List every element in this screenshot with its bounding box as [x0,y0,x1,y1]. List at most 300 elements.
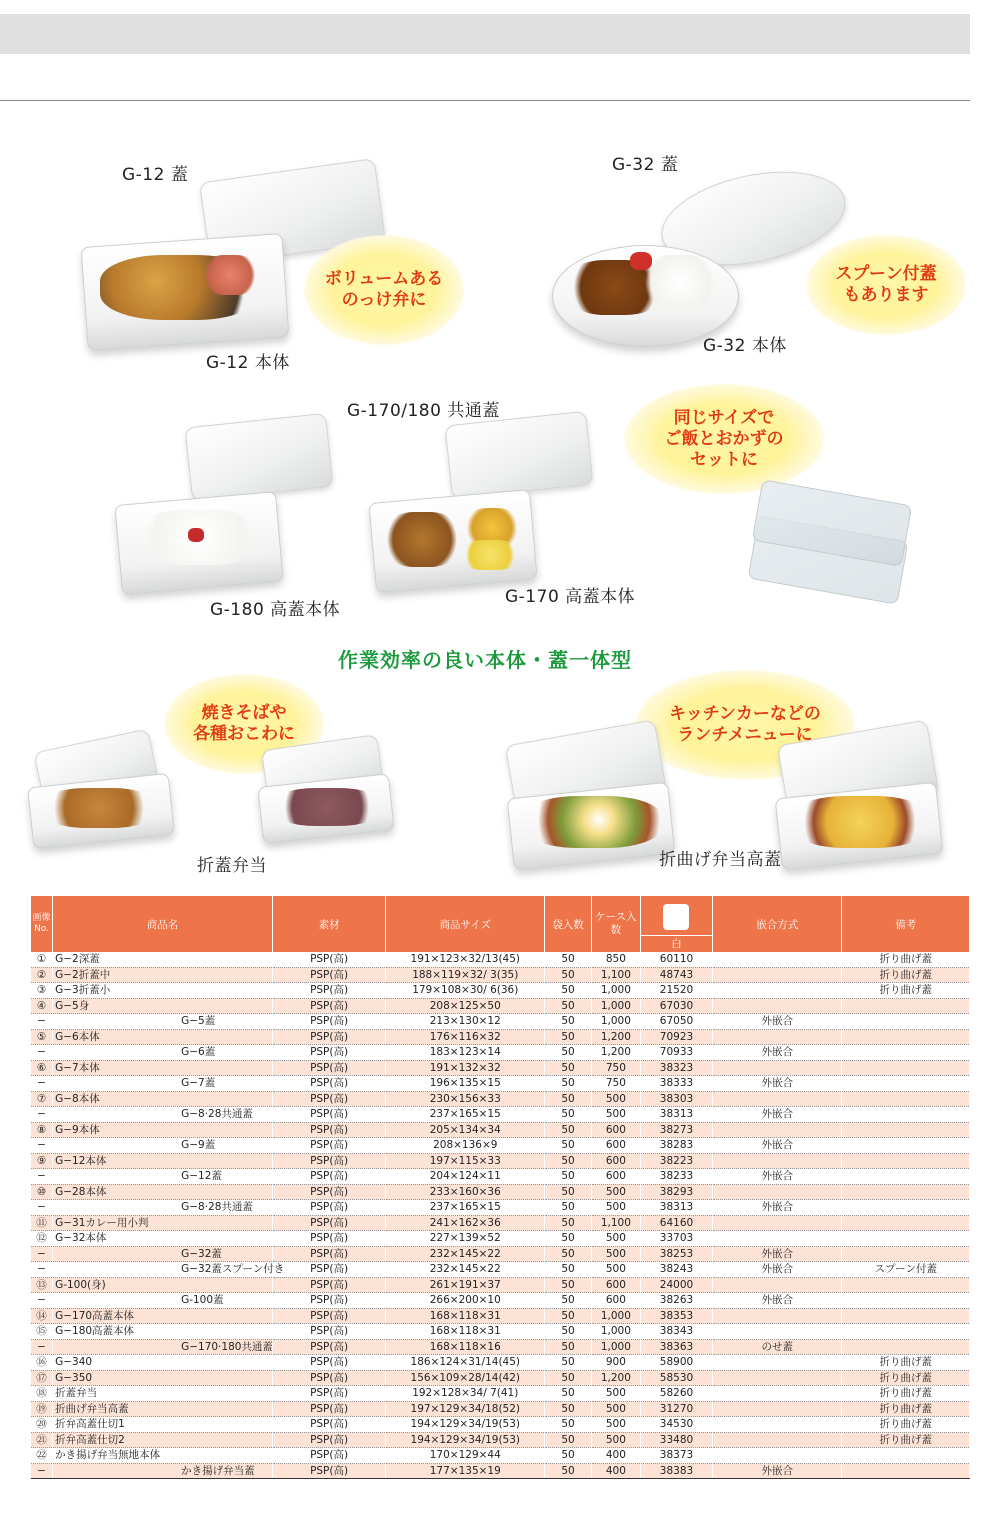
cell-name: G−350 [53,1370,273,1386]
cell-case: 500 [591,1107,640,1123]
cell-material: PSP(高) [273,1293,386,1309]
cell-bag: 50 [545,1045,591,1061]
cell-size: 192×128×34/ 7(41) [386,1386,545,1402]
cell-bag: 50 [545,1029,591,1045]
cell-note [842,998,970,1014]
cell-code: 34530 [641,1417,713,1433]
g32-body-label: G-32 本体 [703,336,787,356]
cell-code: 38273 [641,1122,713,1138]
cell-name: G-100蓋 [53,1293,273,1309]
cell-note [842,1324,970,1340]
orimage-label: 折曲げ弁当高蓋 [659,850,782,870]
cell-code: 38363 [641,1339,713,1355]
cell-name: G−8·28共通蓋 [53,1200,273,1216]
cell-code: 38383 [641,1463,713,1479]
cell-size: 191×123×32/13(45) [386,952,545,967]
cell-note [842,1277,970,1293]
cell-fit [712,1029,842,1045]
table-row [31,1370,970,1386]
cell-no: − [31,1339,53,1355]
cell-material: PSP(高) [273,983,386,999]
cell-code: 38313 [641,1107,713,1123]
cell-size: 196×135×15 [386,1076,545,1092]
g180-body-label: G-180 高蓋本体 [210,600,341,620]
cell-fit: 外嵌合 [712,1463,842,1479]
cell-fit [712,998,842,1014]
cell-material: PSP(高) [273,1463,386,1479]
table-row [31,1231,970,1247]
product-table [31,896,970,1479]
table-row [31,1076,970,1092]
cell-case: 600 [591,1122,640,1138]
cell-note [842,1231,970,1247]
cell-bag: 50 [545,1122,591,1138]
cell-case: 1,200 [591,1029,640,1045]
cell-bag: 50 [545,1324,591,1340]
g12-body-label: G-12 本体 [206,353,290,373]
cell-case: 850 [591,952,640,967]
cell-size: 183×123×14 [386,1045,545,1061]
cell-code: 58530 [641,1370,713,1386]
cell-size: 176×116×32 [386,1029,545,1045]
table-row [31,1463,970,1479]
cell-code: 38353 [641,1308,713,1324]
cell-material: PSP(高) [273,1262,386,1278]
cell-code: 31270 [641,1401,713,1417]
cell-name: 折曲げ弁当高蓋 [53,1401,273,1417]
cell-size: 194×129×34/19(53) [386,1432,545,1448]
cell-case: 500 [591,1386,640,1402]
cell-no: − [31,1200,53,1216]
cell-material: PSP(高) [273,1153,386,1169]
cell-fit [712,983,842,999]
cell-bag: 50 [545,1308,591,1324]
cell-name: 折弁高蓋仕切2 [53,1432,273,1448]
cell-size: 168×118×31 [386,1324,545,1340]
cell-code: 64160 [641,1215,713,1231]
cell-code: 38303 [641,1091,713,1107]
cell-code: 38343 [641,1324,713,1340]
cell-material: PSP(高) [273,1184,386,1200]
cell-code: 60110 [641,952,713,967]
cell-fit: 外嵌合 [712,1045,842,1061]
cell-bag: 50 [545,1463,591,1479]
cell-material: PSP(高) [273,1169,386,1185]
cell-size: 156×109×28/14(42) [386,1370,545,1386]
cell-no: − [31,1107,53,1123]
table-row [31,967,970,983]
table-row [31,1138,970,1154]
bubble-yakisoba: 焼きそばや 各種おこわに [164,674,324,774]
header-material: 素材 [273,896,386,952]
cell-material: PSP(高) [273,1231,386,1247]
cell-code: 33480 [641,1432,713,1448]
cell-name: G−5蓋 [53,1014,273,1030]
cell-bag: 50 [545,1076,591,1092]
cell-case: 1,100 [591,1215,640,1231]
cell-case: 500 [591,1262,640,1278]
bubble-volume: ボリュームある のっけ弁に [304,235,464,345]
bubble-spoon: スプーン付蓋 もあります [806,235,966,335]
cell-size: 241×162×36 [386,1215,545,1231]
cell-name: G−28本体 [53,1184,273,1200]
cell-bag: 50 [545,1060,591,1076]
cell-code: 38283 [641,1138,713,1154]
cell-fit: 外嵌合 [712,1014,842,1030]
cell-no: ⑯ [31,1355,53,1371]
cell-name: G−32蓋 [53,1246,273,1262]
cell-name: G−2折蓋中 [53,967,273,983]
cell-case: 500 [591,1401,640,1417]
cell-bag: 50 [545,1215,591,1231]
cell-fit [712,1215,842,1231]
cell-fit [712,1370,842,1386]
cell-fit [712,1231,842,1247]
cell-case: 1,000 [591,1308,640,1324]
cell-fit: 外嵌合 [712,1107,842,1123]
cell-case: 500 [591,1184,640,1200]
cell-case: 1,200 [591,1045,640,1061]
cell-material: PSP(高) [273,1324,386,1340]
cell-case: 750 [591,1076,640,1092]
cell-note [842,1153,970,1169]
table-body [31,952,970,1479]
cell-note [842,1060,970,1076]
cell-no: ② [31,967,53,983]
cell-note [842,1308,970,1324]
cell-fit [712,1448,842,1464]
white-swatch [663,904,689,930]
header-bar [0,14,970,54]
table-row [31,1308,970,1324]
cell-code: 58260 [641,1386,713,1402]
g170-body-label: G-170 高蓋本体 [505,587,636,607]
table-row [31,1029,970,1045]
cell-code: 33703 [641,1231,713,1247]
cell-material: PSP(高) [273,967,386,983]
header-color [641,896,713,952]
cell-size: 197×115×33 [386,1153,545,1169]
cell-no: ① [31,952,53,967]
cell-note [842,1184,970,1200]
cell-code: 38253 [641,1246,713,1262]
cell-material: PSP(高) [273,998,386,1014]
cell-name: G−8本体 [53,1091,273,1107]
table-row [31,1107,970,1123]
cell-no: ⑭ [31,1308,53,1324]
table-row [31,1339,970,1355]
cell-note [842,1122,970,1138]
cell-fit [712,1417,842,1433]
cell-material: PSP(高) [273,1355,386,1371]
cell-case: 900 [591,1355,640,1371]
table-row [31,1417,970,1433]
header-name: 商品名 [53,896,273,952]
table-row [31,1060,970,1076]
cell-note [842,1029,970,1045]
cell-note: 折り曲げ蓋 [842,1401,970,1417]
table-row [31,1184,970,1200]
cell-note [842,1339,970,1355]
cell-no: ⑫ [31,1231,53,1247]
table-row [31,1386,970,1402]
cell-name: G−9蓋 [53,1138,273,1154]
cell-fit [712,1386,842,1402]
cell-bag: 50 [545,1370,591,1386]
cell-case: 1,000 [591,1014,640,1030]
cell-size: 227×139×52 [386,1231,545,1247]
cell-no: ⑪ [31,1215,53,1231]
cell-no: ⑱ [31,1386,53,1402]
cell-bag: 50 [545,1153,591,1169]
cell-name: G−3折蓋小 [53,983,273,999]
cell-no: ⑩ [31,1184,53,1200]
cell-no: ③ [31,983,53,999]
cell-name: G−9本体 [53,1122,273,1138]
cell-fit [712,1122,842,1138]
cell-name: G−12本体 [53,1153,273,1169]
cell-size: 186×124×31/14(45) [386,1355,545,1371]
cell-fit [712,967,842,983]
cell-code: 38373 [641,1448,713,1464]
cell-size: 237×165×15 [386,1107,545,1123]
cell-fit [712,1401,842,1417]
header-fit: 嵌合方式 [712,896,842,952]
cell-code: 38333 [641,1076,713,1092]
table-row [31,1122,970,1138]
table-row [31,998,970,1014]
cell-case: 750 [591,1060,640,1076]
cell-note [842,1014,970,1030]
cell-material: PSP(高) [273,1200,386,1216]
cell-bag: 50 [545,1432,591,1448]
cell-material: PSP(高) [273,1060,386,1076]
cell-case: 1,000 [591,1324,640,1340]
cell-size: 208×136×9 [386,1138,545,1154]
table-row [31,1014,970,1030]
header-note: 備考 [842,896,970,952]
cell-size: 232×145×22 [386,1262,545,1278]
cell-name: かき揚げ弁当蓋 [53,1463,273,1479]
cell-note: スプーン付蓋 [842,1262,970,1278]
cell-name: G−31カレー用小判 [53,1215,273,1231]
cell-size: 233×160×36 [386,1184,545,1200]
cell-fit: 外嵌合 [712,1076,842,1092]
cell-material: PSP(高) [273,1401,386,1417]
cell-no: ⑰ [31,1370,53,1386]
cell-material: PSP(高) [273,1076,386,1092]
bubble-same-size: 同じサイズで ご飯とおかずの セットに [624,384,824,494]
cell-size: 168×118×16 [386,1339,545,1355]
cell-name: G−7蓋 [53,1076,273,1092]
cell-bag: 50 [545,1107,591,1123]
cell-note [842,1138,970,1154]
cell-no: − [31,1076,53,1092]
cell-name: G−2深蓋 [53,952,273,967]
cell-material: PSP(高) [273,1091,386,1107]
cell-name: G−6蓋 [53,1045,273,1061]
cell-bag: 50 [545,952,591,967]
cell-code: 70923 [641,1029,713,1045]
cell-fit: 外嵌合 [712,1246,842,1262]
cell-material: PSP(高) [273,1308,386,1324]
cell-name: G−12蓋 [53,1169,273,1185]
cell-material: PSP(高) [273,1246,386,1262]
cell-material: PSP(高) [273,1339,386,1355]
cell-fit [712,1324,842,1340]
cell-size: 168×118×31 [386,1308,545,1324]
cell-no: ⑨ [31,1153,53,1169]
cell-bag: 50 [545,1200,591,1216]
cell-case: 1,000 [591,998,640,1014]
cell-case: 500 [591,1200,640,1216]
cell-bag: 50 [545,1417,591,1433]
cell-bag: 50 [545,1246,591,1262]
cell-name: G−340 [53,1355,273,1371]
cell-note [842,1448,970,1464]
cell-note: 折り曲げ蓋 [842,1417,970,1433]
cell-note: 折り曲げ蓋 [842,983,970,999]
cell-case: 400 [591,1448,640,1464]
cell-case: 500 [591,1091,640,1107]
table-row [31,1045,970,1061]
cell-fit [712,1091,842,1107]
cell-fit [712,1432,842,1448]
cell-size: 204×124×11 [386,1169,545,1185]
cell-name: 折弁高蓋仕切1 [53,1417,273,1433]
cell-note [842,1246,970,1262]
cell-bag: 50 [545,1231,591,1247]
cell-size: 194×129×34/19(53) [386,1417,545,1433]
cell-bag: 50 [545,1138,591,1154]
header-no: 画像No. [31,896,53,952]
cell-no: − [31,1138,53,1154]
cell-material: PSP(高) [273,1107,386,1123]
cell-material: PSP(高) [273,1417,386,1433]
cell-code: 38323 [641,1060,713,1076]
cell-code: 38263 [641,1293,713,1309]
cell-name: かき揚げ弁当無地本体 [53,1448,273,1464]
cell-code: 38313 [641,1200,713,1216]
cell-material: PSP(高) [273,1045,386,1061]
cell-no: ⑧ [31,1122,53,1138]
cell-case: 600 [591,1169,640,1185]
cell-code: 38223 [641,1153,713,1169]
table-row [31,1215,970,1231]
cell-name: G−7本体 [53,1060,273,1076]
cell-size: 208×125×50 [386,998,545,1014]
cell-size: 170×129×44 [386,1448,545,1464]
cell-no: − [31,1262,53,1278]
cell-size: 188×119×32/ 3(35) [386,967,545,983]
cell-code: 67030 [641,998,713,1014]
cell-name: G−32蓋スプーン付き [53,1262,273,1278]
table-row [31,1262,970,1278]
cell-case: 600 [591,1153,640,1169]
cell-bag: 50 [545,1355,591,1371]
cell-code: 58900 [641,1355,713,1371]
table-row [31,1169,970,1185]
cell-size: 232×145×22 [386,1246,545,1262]
cell-size: 261×191×37 [386,1277,545,1293]
table-row [31,1153,970,1169]
cell-note [842,1045,970,1061]
cell-case: 600 [591,1293,640,1309]
g32-lid-label: G-32 蓋 [612,155,679,175]
cell-bag: 50 [545,1014,591,1030]
cell-case: 500 [591,1246,640,1262]
cell-case: 500 [591,1417,640,1433]
cell-fit: のせ蓋 [712,1339,842,1355]
table-row [31,1200,970,1216]
cell-material: PSP(高) [273,1014,386,1030]
orifuta-label: 折蓋弁当 [197,856,267,876]
cell-name: G−6本体 [53,1029,273,1045]
cell-no: ⑬ [31,1277,53,1293]
cell-name: G−170·180共通蓋 [53,1339,273,1355]
cell-no: − [31,1293,53,1309]
cell-no: − [31,1463,53,1479]
cell-material: PSP(高) [273,1370,386,1386]
cell-material: PSP(高) [273,1448,386,1464]
cell-size: 213×130×12 [386,1014,545,1030]
cell-code: 70933 [641,1045,713,1061]
g12-lid-label: G-12 蓋 [122,165,189,185]
table-row [31,952,970,967]
cell-case: 400 [591,1463,640,1479]
cell-case: 1,200 [591,1370,640,1386]
table-row [31,1401,970,1417]
cell-no: ⑦ [31,1091,53,1107]
cell-case: 600 [591,1138,640,1154]
table-row [31,1432,970,1448]
cell-fit [712,1153,842,1169]
table-row [31,1277,970,1293]
header-divider [0,100,970,101]
cell-size: 266×200×10 [386,1293,545,1309]
cell-code: 48743 [641,967,713,983]
cell-name: 折蓋弁当 [53,1386,273,1402]
table-row [31,1355,970,1371]
cell-size: 179×108×30/ 6(36) [386,983,545,999]
cell-bag: 50 [545,998,591,1014]
cell-code: 38293 [641,1184,713,1200]
cell-case: 500 [591,1231,640,1247]
cell-name: G−170高蓋本体 [53,1308,273,1324]
cell-note [842,1107,970,1123]
cell-no: − [31,1246,53,1262]
cell-note: 折り曲げ蓋 [842,967,970,983]
header-bag: 袋入数 [545,896,591,952]
cell-size: 177×135×19 [386,1463,545,1479]
cell-material: PSP(高) [273,1215,386,1231]
header-size: 商品サイズ [386,896,545,952]
cell-code: 38243 [641,1262,713,1278]
cell-bag: 50 [545,1262,591,1278]
section-title: 作業効率の良い本体・蓋一体型 [338,648,632,672]
cell-case: 600 [591,1277,640,1293]
cell-size: 237×165×15 [386,1200,545,1216]
cell-material: PSP(高) [273,1029,386,1045]
cell-code: 24000 [641,1277,713,1293]
cell-no: − [31,1169,53,1185]
cell-code: 67050 [641,1014,713,1030]
cell-fit: 外嵌合 [712,1169,842,1185]
cell-note: 折り曲げ蓋 [842,1370,970,1386]
cell-note [842,1169,970,1185]
table-row [31,1293,970,1309]
bubble-kitchen-car: キッチンカーなどの ランチメニューに [635,670,855,780]
